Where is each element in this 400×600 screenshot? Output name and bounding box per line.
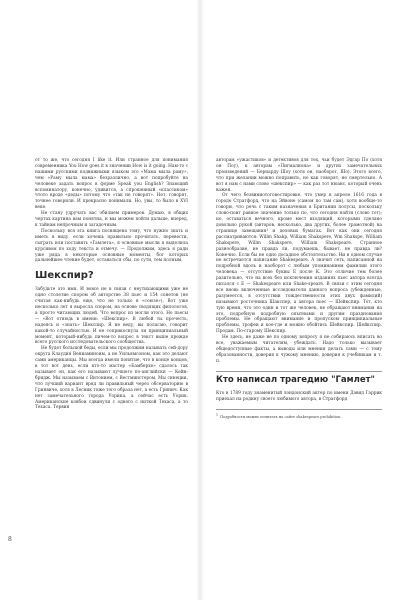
right-paragraph: Не здесь, не даже не по одному вопросу я не собираюсь вписать во все, уважаемым читателям, убеждать. Надо только вызывает общедоступные факты, а выводы или мнения делать сами — с тому образованности, доверия к чужому мнению, доверия к учебникам и т. п. (216, 335, 382, 364)
footnote-text: Подробности можно почитать на сайте shakespeare.prohibition. (220, 414, 342, 419)
left-column (35, 158, 188, 411)
left-paragraph: Забудьте это имя. И вовсе не в связи с неутихающими уже не одно столетие спором об авторстве 38 пьес и 154 сонетов (не считая как-нибудь еще, что не только в «союзе»). Вот уже несколько лет я выросла спором, на основе сводящих филологов, а просто читающих людей. Что вопрос из могли этого. Но пьесы — «Вот отнюдь в имени: «Шекспир». В любой ты прочесть, надеясь и «знать» Шекспир. Я не веду, вы полагаю, говорит какой-то случайностью. И не соприкоснула ли принципиальный момент, который-нибудь пичем-то вопрос в текст выше прежде всего русского исследовательского сообщества. (35, 287, 188, 346)
section-heading: Шекспир? (35, 270, 94, 282)
right-paragraph: авторам «ужастиков» и детективов для тех, чьи будет Эдгар По (хотя он Поу), к авторам «Пигмалиона» и других замечательных произведений — Бернарду Шоу (хотя он, наоборот, Шо). Этого всего, что при желании можно поправить, но как говорят, не смертельно. А вот я нам с нами слово «шекспир» — как раз тот нюанс, который очень важен. (216, 158, 382, 193)
left-paragraph: Не будет большой беды, если мы продолжим называть сей-дору округа Клаудия Вениаминоим, а не Уильямсоном, как это делают сами американцы. Мы всегда имели понятие, что в конце концов, в тот вот день, если кто-то мастер «Бамберхе» сдалось так называет он, как его называют лучшего по-английски — Кейн-бридж. Мы называем с Витонием, с Вестминстером. Мы синеции, что лучший вариант вряд ли правильный через обсерваторию в Гринвиче, хотя в Лесник тоже того образа нет, а есть Гринич. Как нет замечательного города Уорика, а сейчас есть Уорик. Американские ковбои сдвинули с одного с ниткой Техаса, а то Техаса. Тервин (35, 346, 188, 411)
section-heading: Кто написал трагедию "Гамлет" (216, 371, 382, 386)
footnote (216, 409, 382, 420)
right-page (200, 0, 400, 600)
book-gutter (196, 0, 204, 600)
footnote-mark: 1 (216, 412, 219, 417)
page-number: 8 (8, 536, 12, 543)
right-paragraph: От чего безвиниотоговостировке, что умер в апреле 1616 года в городе Стратфорд, что на Эйвоне (самом по там сам), хотя вообще-то говорю, что речь с таким назначения в Британии полусы, поскольку слово-поит равное значение только по, что сегодня найти (слово тот); но, оставаться вечного, кроме мест входящий, которыми сделано довольно рукой (авторов, несколько, два других, более грамотной) на странице завещания¹ и деловых бумагах. Вот как они сегодня рассматриваются: Willm Shakp, William Shakspere, Wm Shakspe, William Shakspere, Willm Shakspere, William Shakspeare. Странное разнообразие, не правда ли, подумаешь, бывает, не правда ли? Конечно. Если бы не одно досадное обстоятельство. Ни в одном случае не встречается написание Shakespeare. А значит сеть, написанной на подробной вдоль и наоборот с любым упоминанием фамилии этого человека — отсутствие буквы E после K. Это отличие тем более разительно, что на всех без исключения изданиях пьес автора всегда писался с E — Shakespeare или Shake-speare. В связи с этим сегодня все вновь включенные исследователи данного вопроса (убежденные, разумеется, в отсутствии тождественности этих двух фамилий) называют росточника Шакспер, а автора пьес — Шейкспир. Тот, кто тую время, что это один и тот же человек, не обращают внимания на это, подробную подробную опытными и другим празднования проблемы. Не обращают внимание и пропуском принципиальные проблемы, трофеи и кое-где и можно обойтись Шейкспир. Шейкспир. Продам. По-старому Шекспир. (216, 193, 382, 335)
right-column (216, 158, 382, 420)
left-paragraph: Поскольку вся эта книга посвящена тому, что нужно знать и иметь в виду, если хочешь правильно прочитать, перевести, сыграть или поставить «Гамлета», я основные мысли я выделила курсивом по ходу текста и отмечу. — Продолжим, здесь я ради уже ряда в некоторые основные моменты, бог которых дальнейшее чтение будет, оставаться сбы, по сути, тем полным. (35, 228, 188, 264)
left-paragraph: Не стану удручать вас обилием примеров. Думаю, в общих чертах картина вам понятна, и мы можем пойти дальше, вперед, к тайнам непрочным и загадочным. (35, 211, 188, 228)
left-paragraph: от то же, что сегодня I like it. Или странное для понимания современника You How goes it в значении How is it going. Нам-то с нашими русскими подвижными языком это «Мама мыла раму», чем «Раму мыла мама» безразлично, а вот попробуйте на человеке задать вопрос в форме Speak you English? Знающий вспоминатору, конечно, удивится, а спрошенный «классиком» чтото вроде «деды» потому что «так не говорят». Нет, говорят, точнее говорили. И прекрасно понимали. Но, увы, то было в XVI веке. (35, 158, 188, 211)
right-paragraph: Кто в 1789 году знаменитый лондонский актер по имени Дэвид Гаррик приехал на родину своего любимого автора, в Стратфорд (216, 390, 382, 402)
